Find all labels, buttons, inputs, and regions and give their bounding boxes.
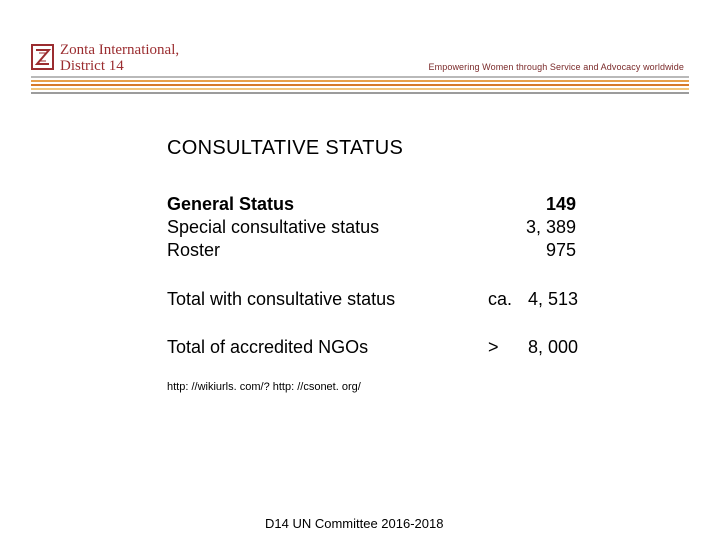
row-value-roster: 975 — [545, 240, 576, 260]
zonta-emblem-icon — [33, 46, 52, 68]
total-accredited-value: 8, 000 — [527, 337, 578, 357]
row-value-special: 3, 389 — [525, 217, 576, 237]
stripe — [31, 84, 689, 86]
total-consultative-prefix: ca. — [488, 289, 513, 309]
stripe — [31, 92, 689, 94]
row-value-general: 149 — [545, 194, 576, 214]
tagline: Empowering Women through Service and Advocacy worldwide — [428, 62, 684, 72]
header-stripes — [31, 76, 689, 96]
total-consultative-label: Total with consultative status — [167, 289, 396, 309]
total-accredited-prefix: > — [488, 337, 499, 357]
row-label-roster: Roster — [167, 240, 221, 260]
stripe — [31, 80, 689, 82]
footer-text: D14 UN Committee 2016-2018 — [265, 516, 444, 531]
row-label-general: General Status — [167, 194, 295, 214]
logo — [31, 44, 54, 70]
slide-title: CONSULTATIVE STATUS — [167, 137, 404, 159]
total-consultative-value: 4, 513 — [527, 289, 578, 309]
row-label-special: Special consultative status — [167, 217, 380, 237]
stripe — [31, 88, 689, 90]
org-line-2: District 14 — [60, 58, 124, 74]
total-accredited-label: Total of accredited NGOs — [167, 337, 369, 357]
stripe — [31, 76, 689, 78]
org-line-1: Zonta International, — [60, 42, 180, 58]
source-link[interactable]: http: //wikiurls. com/? http: //csonet. org/ — [167, 381, 361, 393]
org-name — [60, 42, 179, 74]
